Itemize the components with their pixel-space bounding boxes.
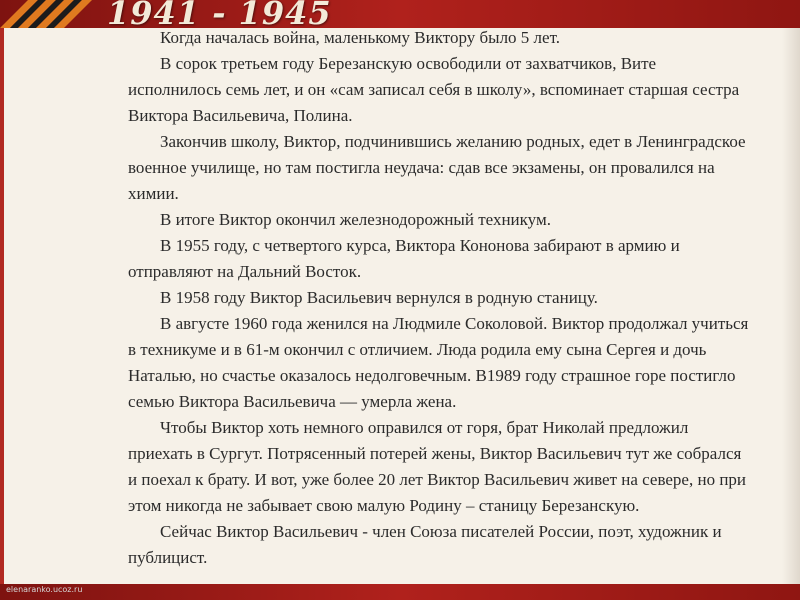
paragraph: Сейчас Виктор Васильевич - член Союза писателей России, поэт, художник и публицист. — [128, 522, 722, 567]
footer-bar — [0, 584, 800, 600]
left-rule — [0, 28, 4, 600]
paragraph: В августе 1960 года женился на Людмиле Соколовой. Виктор продолжал учиться в техникуме и в 61-м окончил с отличием. Люда родила ему сына Сергея и дочь Наталью, но счастье оказалось недолговечным. В1989 году страшное горе постигло семью Виктора Васильевича — умерла жена. — [128, 314, 749, 411]
paragraph: Чтобы Виктор хоть немного оправился от горя, брат Николай предложил приехать в Сургут. Потрясенный потерей жены, Виктор Васильевич тут же собрался и поехал к брату. И вот, уже более 20 лет Виктор Васильевич живет на севере, но при этом никогда не забывает свою малую Родину – станицу Березанскую. — [128, 418, 747, 515]
paragraph: В итоге Виктор окончил железнодорожный техникум. — [160, 210, 551, 229]
paragraph: Закончив школу, Виктор, подчинившись желанию родных, едет в Ленинградское военное училище, но там постигла неудача: сдав все экзамены, он провалился на химии. — [128, 132, 746, 203]
paragraph: В 1955 году, с четвертого курса, Виктора Кононова забирают в армию и отправляют на Дальний Восток. — [128, 236, 680, 281]
right-shade — [782, 28, 800, 600]
article-body — [128, 25, 753, 571]
paragraph: В сорок третьем году Березанскую освободили от захватчиков, Вите исполнилось семь лет, и он «сам записал себя в школу», вспоминает старшая сестра Виктора Васильевича, Полина. — [128, 54, 740, 125]
header-title: 1941 - 1945 — [107, 0, 332, 32]
paragraph: В 1958 году Виктор Васильевич вернулся в родную станицу. — [160, 288, 598, 307]
paragraph: Когда началась война, маленькому Виктору было 5 лет. — [160, 28, 560, 47]
site-url: elenaranko.ucoz.ru — [6, 585, 83, 594]
